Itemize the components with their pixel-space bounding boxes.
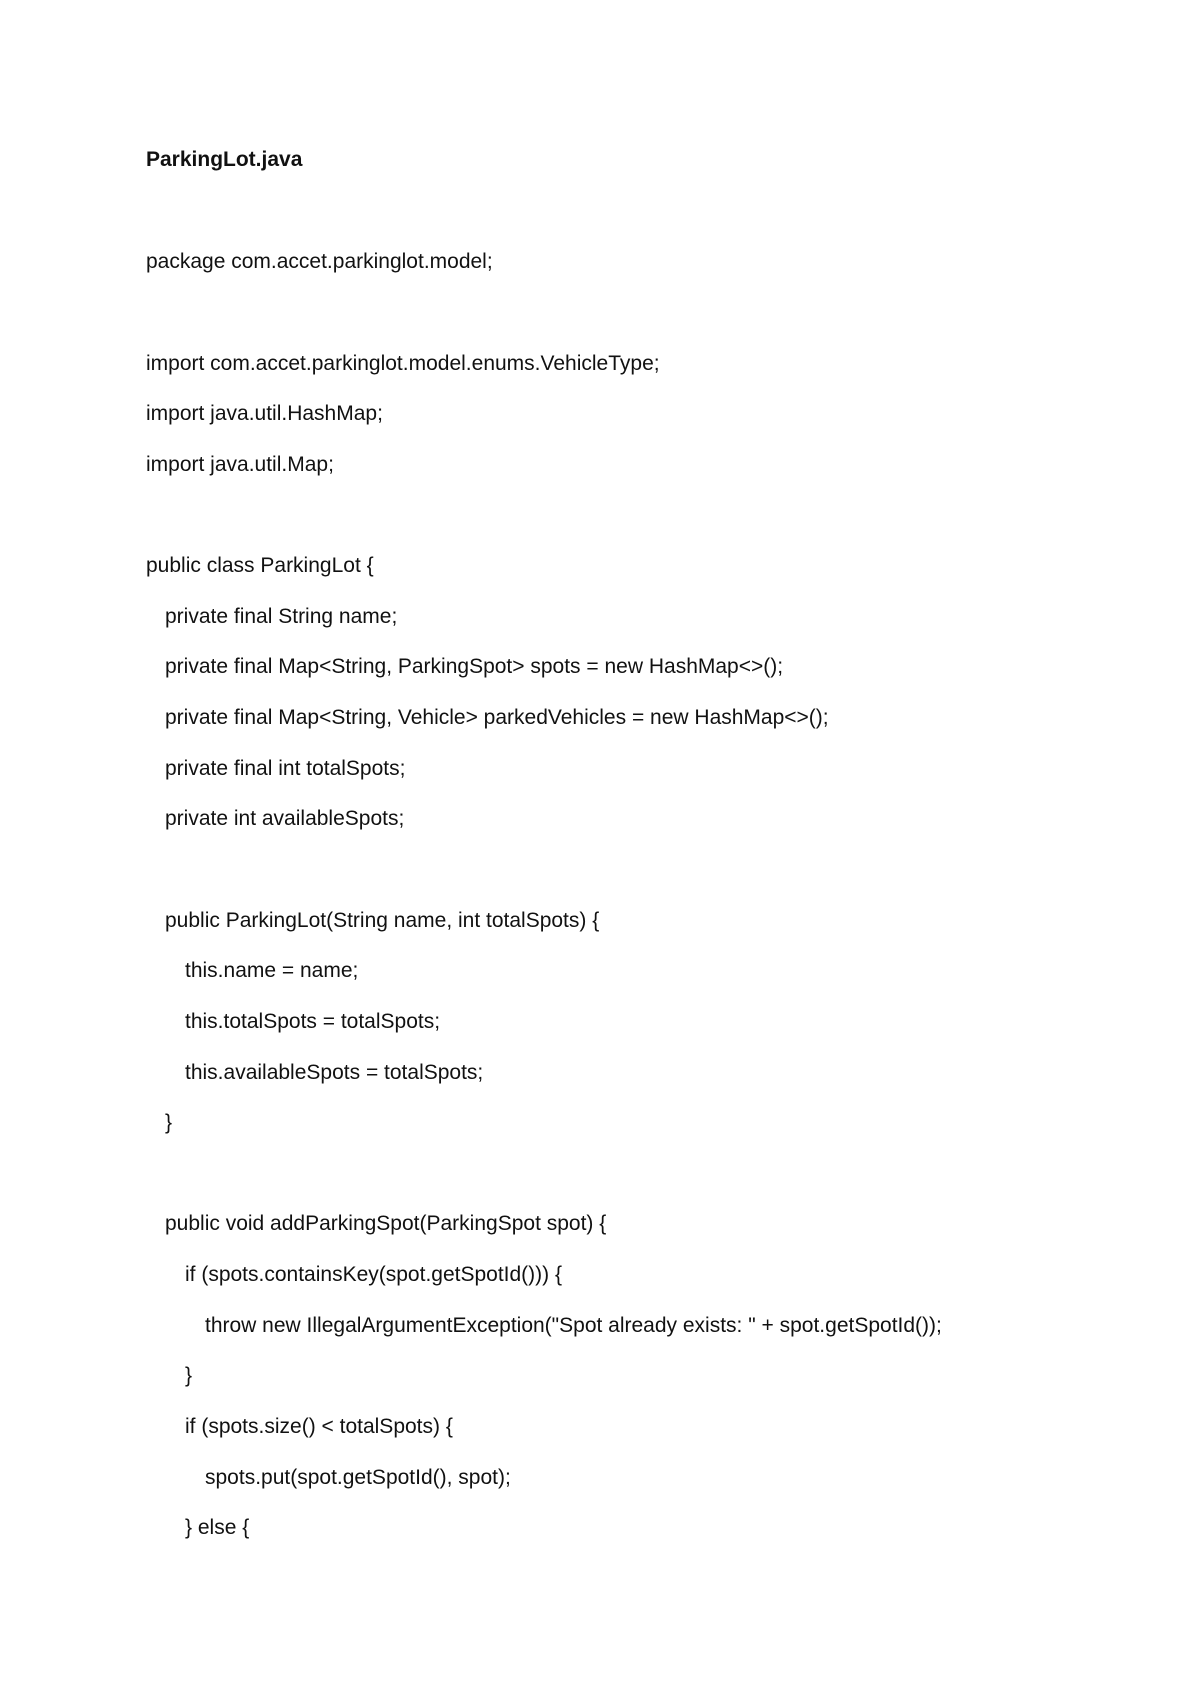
code-line-if-size: if (spots.size() < totalSpots) {	[185, 1415, 453, 1438]
code-line-field-available-spots: private int availableSpots;	[165, 807, 405, 830]
document-title: ParkingLot.java	[146, 148, 303, 171]
code-line-else: } else {	[185, 1516, 250, 1539]
code-line-assign-total-spots: this.totalSpots = totalSpots;	[185, 1010, 441, 1033]
code-line-import-hashmap: import java.util.HashMap;	[146, 402, 383, 425]
code-line-assign-name: this.name = name;	[185, 959, 359, 982]
code-line-import-map: import java.util.Map;	[146, 453, 334, 476]
code-line-field-total-spots: private final int totalSpots;	[165, 757, 406, 780]
code-line-constructor: public ParkingLot(String name, int totalSpots) {	[165, 909, 600, 932]
code-line-if-contains-key: if (spots.containsKey(spot.getSpotId())) {	[185, 1263, 563, 1286]
code-line-field-name: private final String name;	[165, 605, 398, 628]
code-line-field-spots: private final Map<String, ParkingSpot> spots = new HashMap<>();	[165, 655, 784, 678]
code-line-add-parking-spot: public void addParkingSpot(ParkingSpot spot) {	[165, 1212, 607, 1235]
code-line-assign-available-spots: this.availableSpots = totalSpots;	[185, 1061, 484, 1084]
code-line-import-vehicletype: import com.accet.parkinglot.model.enums.VehicleType;	[146, 352, 660, 375]
code-line-constructor-close: }	[165, 1111, 173, 1134]
code-line-package: package com.accet.parkinglot.model;	[146, 250, 493, 273]
code-line-class-declaration: public class ParkingLot {	[146, 554, 374, 577]
code-line-spots-put: spots.put(spot.getSpotId(), spot);	[205, 1466, 511, 1489]
code-line-field-parked-vehicles: private final Map<String, Vehicle> parkedVehicles = new HashMap<>();	[165, 706, 829, 729]
code-line-throw-exception: throw new IllegalArgumentException("Spot already exists: " + spot.getSpotId());	[205, 1314, 942, 1337]
code-line-if-close: }	[185, 1364, 193, 1387]
